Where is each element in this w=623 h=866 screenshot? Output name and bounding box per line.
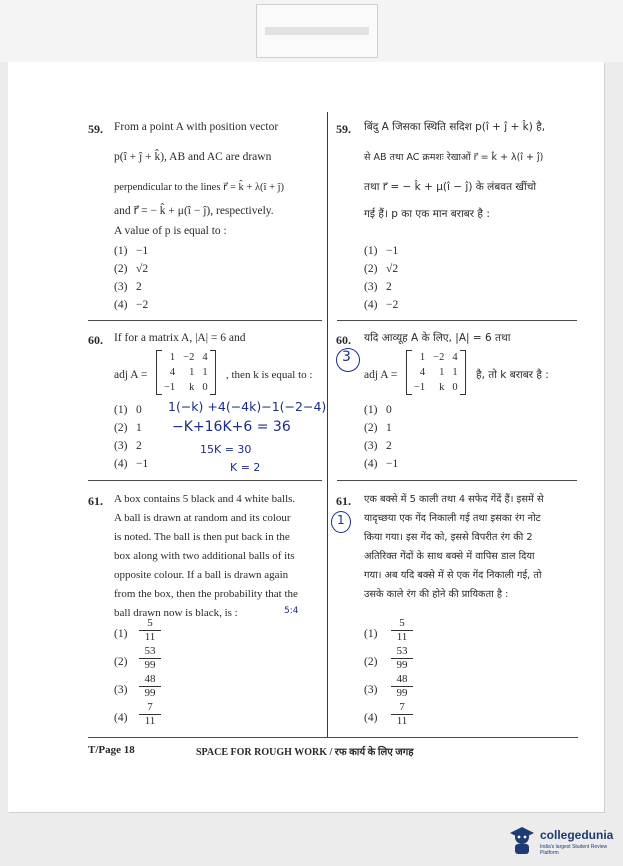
- matrix-cell: 1: [419, 352, 426, 363]
- binder-clip: [256, 4, 378, 58]
- option-label: (3): [114, 440, 128, 452]
- q61-option-3-fraction: [139, 673, 161, 700]
- matrix-cell: k: [189, 382, 195, 393]
- q60-hi-option-2: [364, 422, 392, 434]
- q61-hi-option-3-fraction: [391, 673, 413, 700]
- q61-en-line: A ball is drawn at random and its colour: [114, 512, 291, 524]
- fraction-numerator: 53: [139, 645, 161, 659]
- option-label: (4): [364, 299, 378, 311]
- q61-hi-line: अतिरिक्त गेंदों के साथ बक्से में वापिस डाल दिया: [364, 551, 535, 562]
- option-value: −2: [386, 299, 399, 311]
- q61-hi-option-2-fraction: [391, 645, 413, 672]
- matrix-cell: 4: [169, 367, 176, 378]
- q60-en-line: If for a matrix A, |A| = 6 and: [114, 332, 246, 344]
- fraction-numerator: 5: [391, 617, 413, 631]
- option-value: 2: [386, 281, 392, 293]
- handwritten-answer: 3: [342, 349, 351, 365]
- q59-hi-line: बिंदु A जिसका स्थिति सदिश p(î + ĵ + k̂) है,: [364, 121, 546, 133]
- page-number: T/Page 18: [88, 744, 135, 756]
- fraction-denominator: 99: [144, 687, 156, 699]
- q61-hi-line: उसके काले रंग की होने की प्रायिकता है :: [364, 589, 509, 600]
- q60-hi-rule: [337, 480, 577, 481]
- matrix-cell: 1: [202, 367, 208, 378]
- option-label: (2): [114, 422, 128, 434]
- q60-hi-option-4: [364, 458, 398, 470]
- q59-option-2: [114, 263, 148, 275]
- q61-hi-number: 61.: [336, 494, 351, 508]
- exam-page: [8, 62, 604, 812]
- option-value: 2: [136, 281, 142, 293]
- option-label: (2): [364, 263, 378, 275]
- q60-hi-number: 60.: [336, 333, 351, 347]
- q59-option-3: [114, 281, 142, 293]
- handwritten-answer: 1: [337, 513, 345, 527]
- q60-en-tail: , then k is equal to :: [226, 369, 313, 381]
- fraction-denominator: 99: [396, 687, 408, 699]
- q61-hi-option-1-fraction: [391, 617, 413, 644]
- q60-hi-tail: है, तो k बराबर है :: [476, 369, 549, 381]
- matrix-cell: k: [439, 382, 445, 393]
- handwritten-working: 1(−k) +4(−4k)−1(−2−4): [168, 399, 327, 414]
- option-value: √2: [386, 263, 399, 275]
- q61-option-2-fraction: [139, 645, 161, 672]
- q60-hi-matrix: [406, 350, 462, 395]
- q61-en-line: opposite colour. If a ball is drawn again: [114, 569, 289, 581]
- q59-hi-line: तथा r⃗ = − k̂ + μ(î − ĵ) के लंबवत खींचो: [364, 181, 537, 193]
- q60-option-2: [114, 422, 142, 434]
- fraction-numerator: 7: [391, 701, 413, 715]
- q61-option-4-label: (4): [114, 712, 128, 724]
- handwritten-note: 5:4: [284, 606, 299, 616]
- fraction-numerator: 48: [139, 673, 161, 687]
- q61-option-3-label: (3): [114, 684, 128, 696]
- matrix-cell: 1: [439, 367, 445, 378]
- q59-hi-option-3: [364, 281, 392, 293]
- fraction-denominator: 99: [396, 659, 408, 671]
- q61-option-2-label: (2): [114, 656, 128, 668]
- fraction-denominator: 99: [144, 659, 156, 671]
- option-value: 1: [386, 422, 392, 434]
- option-value: −2: [136, 299, 149, 311]
- option-label: (1): [364, 404, 378, 416]
- q61-hi-option-4-fraction: [391, 701, 413, 728]
- q60-adj-label: adj A =: [114, 369, 148, 381]
- q60-option-4: [114, 458, 148, 470]
- brand-tagline: India's largest Student Review Platform: [540, 844, 608, 856]
- option-label: (1): [114, 404, 128, 416]
- q59-en-line: p(î + ĵ + k̂), AB and AC are drawn: [114, 151, 272, 163]
- q60-hi-adj-label: adj A =: [364, 369, 398, 381]
- fraction-denominator: 11: [144, 715, 156, 727]
- q59-hi-option-2: [364, 263, 398, 275]
- fraction-numerator: 7: [139, 701, 161, 715]
- q59-en-line: perpendicular to the lines r⃗ = k̂ + λ(î + ĵ): [114, 182, 285, 193]
- q59-en-line: and r⃗ = − k̂ + μ(î − ĵ), respectively.: [114, 205, 274, 217]
- handwritten-working: K = 2: [230, 461, 261, 474]
- q61-en-line: box along with two additional balls of its: [114, 550, 295, 562]
- q61-hi-option-1-label: (1): [364, 628, 378, 640]
- q59-hi-option-1: [364, 245, 398, 257]
- q59-hi-line: गई हैं। p का एक मान बराबर है :: [364, 208, 490, 220]
- q60-rule: [88, 480, 322, 481]
- q60-number: 60.: [88, 333, 103, 347]
- q61-en-line: A box contains 5 black and 4 white balls.: [114, 493, 296, 505]
- matrix-bracket: [406, 350, 412, 395]
- fraction-denominator: 11: [396, 631, 408, 643]
- q60-hi-line: यदि आव्यूह A के लिए, |A| = 6 तथा: [364, 332, 511, 344]
- brand-name: collegedunia: [540, 828, 614, 842]
- option-label: (3): [364, 281, 378, 293]
- handwritten-working: −K+16K+6 = 36: [172, 419, 291, 435]
- graduate-icon: [508, 825, 536, 855]
- q59-option-4: [114, 299, 148, 311]
- matrix-cell: 0: [452, 382, 458, 393]
- option-value: 2: [136, 440, 142, 452]
- option-label: (4): [114, 458, 128, 470]
- option-value: 2: [386, 440, 392, 452]
- matrix-cell: 4: [452, 352, 458, 363]
- option-label: (2): [364, 422, 378, 434]
- matrix-bracket: [156, 350, 162, 395]
- matrix-cell: 4: [419, 367, 426, 378]
- q61-hi-line: गया। अब यदि बक्से में से एक गेंद निकाली गई, तो: [364, 570, 542, 581]
- option-label: (4): [364, 458, 378, 470]
- q61-number: 61.: [88, 494, 103, 508]
- fraction-denominator: 11: [396, 715, 408, 727]
- q61-en-line: ball drawn now is black, is :: [114, 607, 238, 619]
- rough-work-label: SPACE FOR ROUGH WORK / रफ कार्य के लिए जगह: [196, 747, 414, 758]
- option-value: −1: [136, 245, 149, 257]
- matrix-cell: 1: [169, 352, 176, 363]
- matrix-cell: 0: [202, 382, 208, 393]
- q60-hi-option-1: [364, 404, 392, 416]
- option-value: √2: [136, 263, 149, 275]
- q59-hi-line: से AB तथा AC क्रमशः रेखाओं r⃗ = k̂ + λ(î + ĵ): [364, 152, 544, 163]
- matrix-cell: 1: [452, 367, 458, 378]
- q61-option-1-fraction: [139, 617, 161, 644]
- q59-number: 59.: [88, 122, 103, 136]
- q60-matrix: [156, 350, 212, 395]
- q59-hi-number: 59.: [336, 122, 351, 136]
- option-value: 0: [386, 404, 392, 416]
- q59-en-line: A value of p is equal to :: [114, 225, 227, 237]
- matrix-cell: 4: [202, 352, 208, 363]
- q59-en-line: From a point A with position vector: [114, 121, 279, 133]
- matrix-cell: 1: [189, 367, 195, 378]
- q61-hi-line: किया गया। इस गेंद को, इससे विपरीत रंग की 2: [364, 532, 533, 543]
- option-value: −1: [386, 458, 399, 470]
- option-label: (3): [114, 281, 128, 293]
- option-value: 1: [136, 422, 142, 434]
- matrix-cell: −2: [183, 352, 195, 363]
- matrix-cell: −1: [414, 382, 426, 393]
- q60-option-1: [114, 404, 142, 416]
- footer-rule: [88, 737, 578, 738]
- fraction-denominator: 11: [144, 631, 156, 643]
- q59-hi-rule: [337, 320, 577, 321]
- option-label: (4): [114, 299, 128, 311]
- fraction-numerator: 5: [139, 617, 161, 631]
- q61-hi-option-2-label: (2): [364, 656, 378, 668]
- q60-option-3: [114, 440, 142, 452]
- option-value: 0: [136, 404, 142, 416]
- matrix-cell: −2: [433, 352, 445, 363]
- q60-hi-option-3: [364, 440, 392, 452]
- q59-rule: [88, 320, 322, 321]
- matrix-bracket: [460, 350, 466, 395]
- matrix-cell: −1: [164, 382, 176, 393]
- handwritten-working: 15K = 30: [200, 443, 252, 456]
- option-label: (1): [114, 245, 128, 257]
- q59-option-1: [114, 245, 148, 257]
- matrix-bracket: [210, 350, 216, 395]
- q59-hi-option-4: [364, 299, 398, 311]
- q61-option-4-fraction: [139, 701, 161, 728]
- q61-hi-line: एक बक्से में 5 काली तथा 4 सफेद गेंदें हैं। इसमें से: [364, 494, 544, 505]
- q61-en-line: is noted. The ball is then put back in the: [114, 531, 290, 543]
- q61-option-1-label: (1): [114, 628, 128, 640]
- q61-hi-option-4-label: (4): [364, 712, 378, 724]
- option-label: (3): [364, 440, 378, 452]
- option-label: (2): [114, 263, 128, 275]
- column-divider: [327, 112, 328, 737]
- option-value: −1: [386, 245, 399, 257]
- fraction-numerator: 48: [391, 673, 413, 687]
- fraction-numerator: 53: [391, 645, 413, 659]
- q61-en-line: from the box, then the probability that the: [114, 588, 298, 600]
- collegedunia-logo: [508, 822, 620, 860]
- q61-hi-option-3-label: (3): [364, 684, 378, 696]
- option-label: (1): [364, 245, 378, 257]
- option-value: −1: [136, 458, 149, 470]
- q61-hi-line: यादृच्छया एक गेंद निकाली गई तथा इसका रंग नोट: [364, 513, 541, 524]
